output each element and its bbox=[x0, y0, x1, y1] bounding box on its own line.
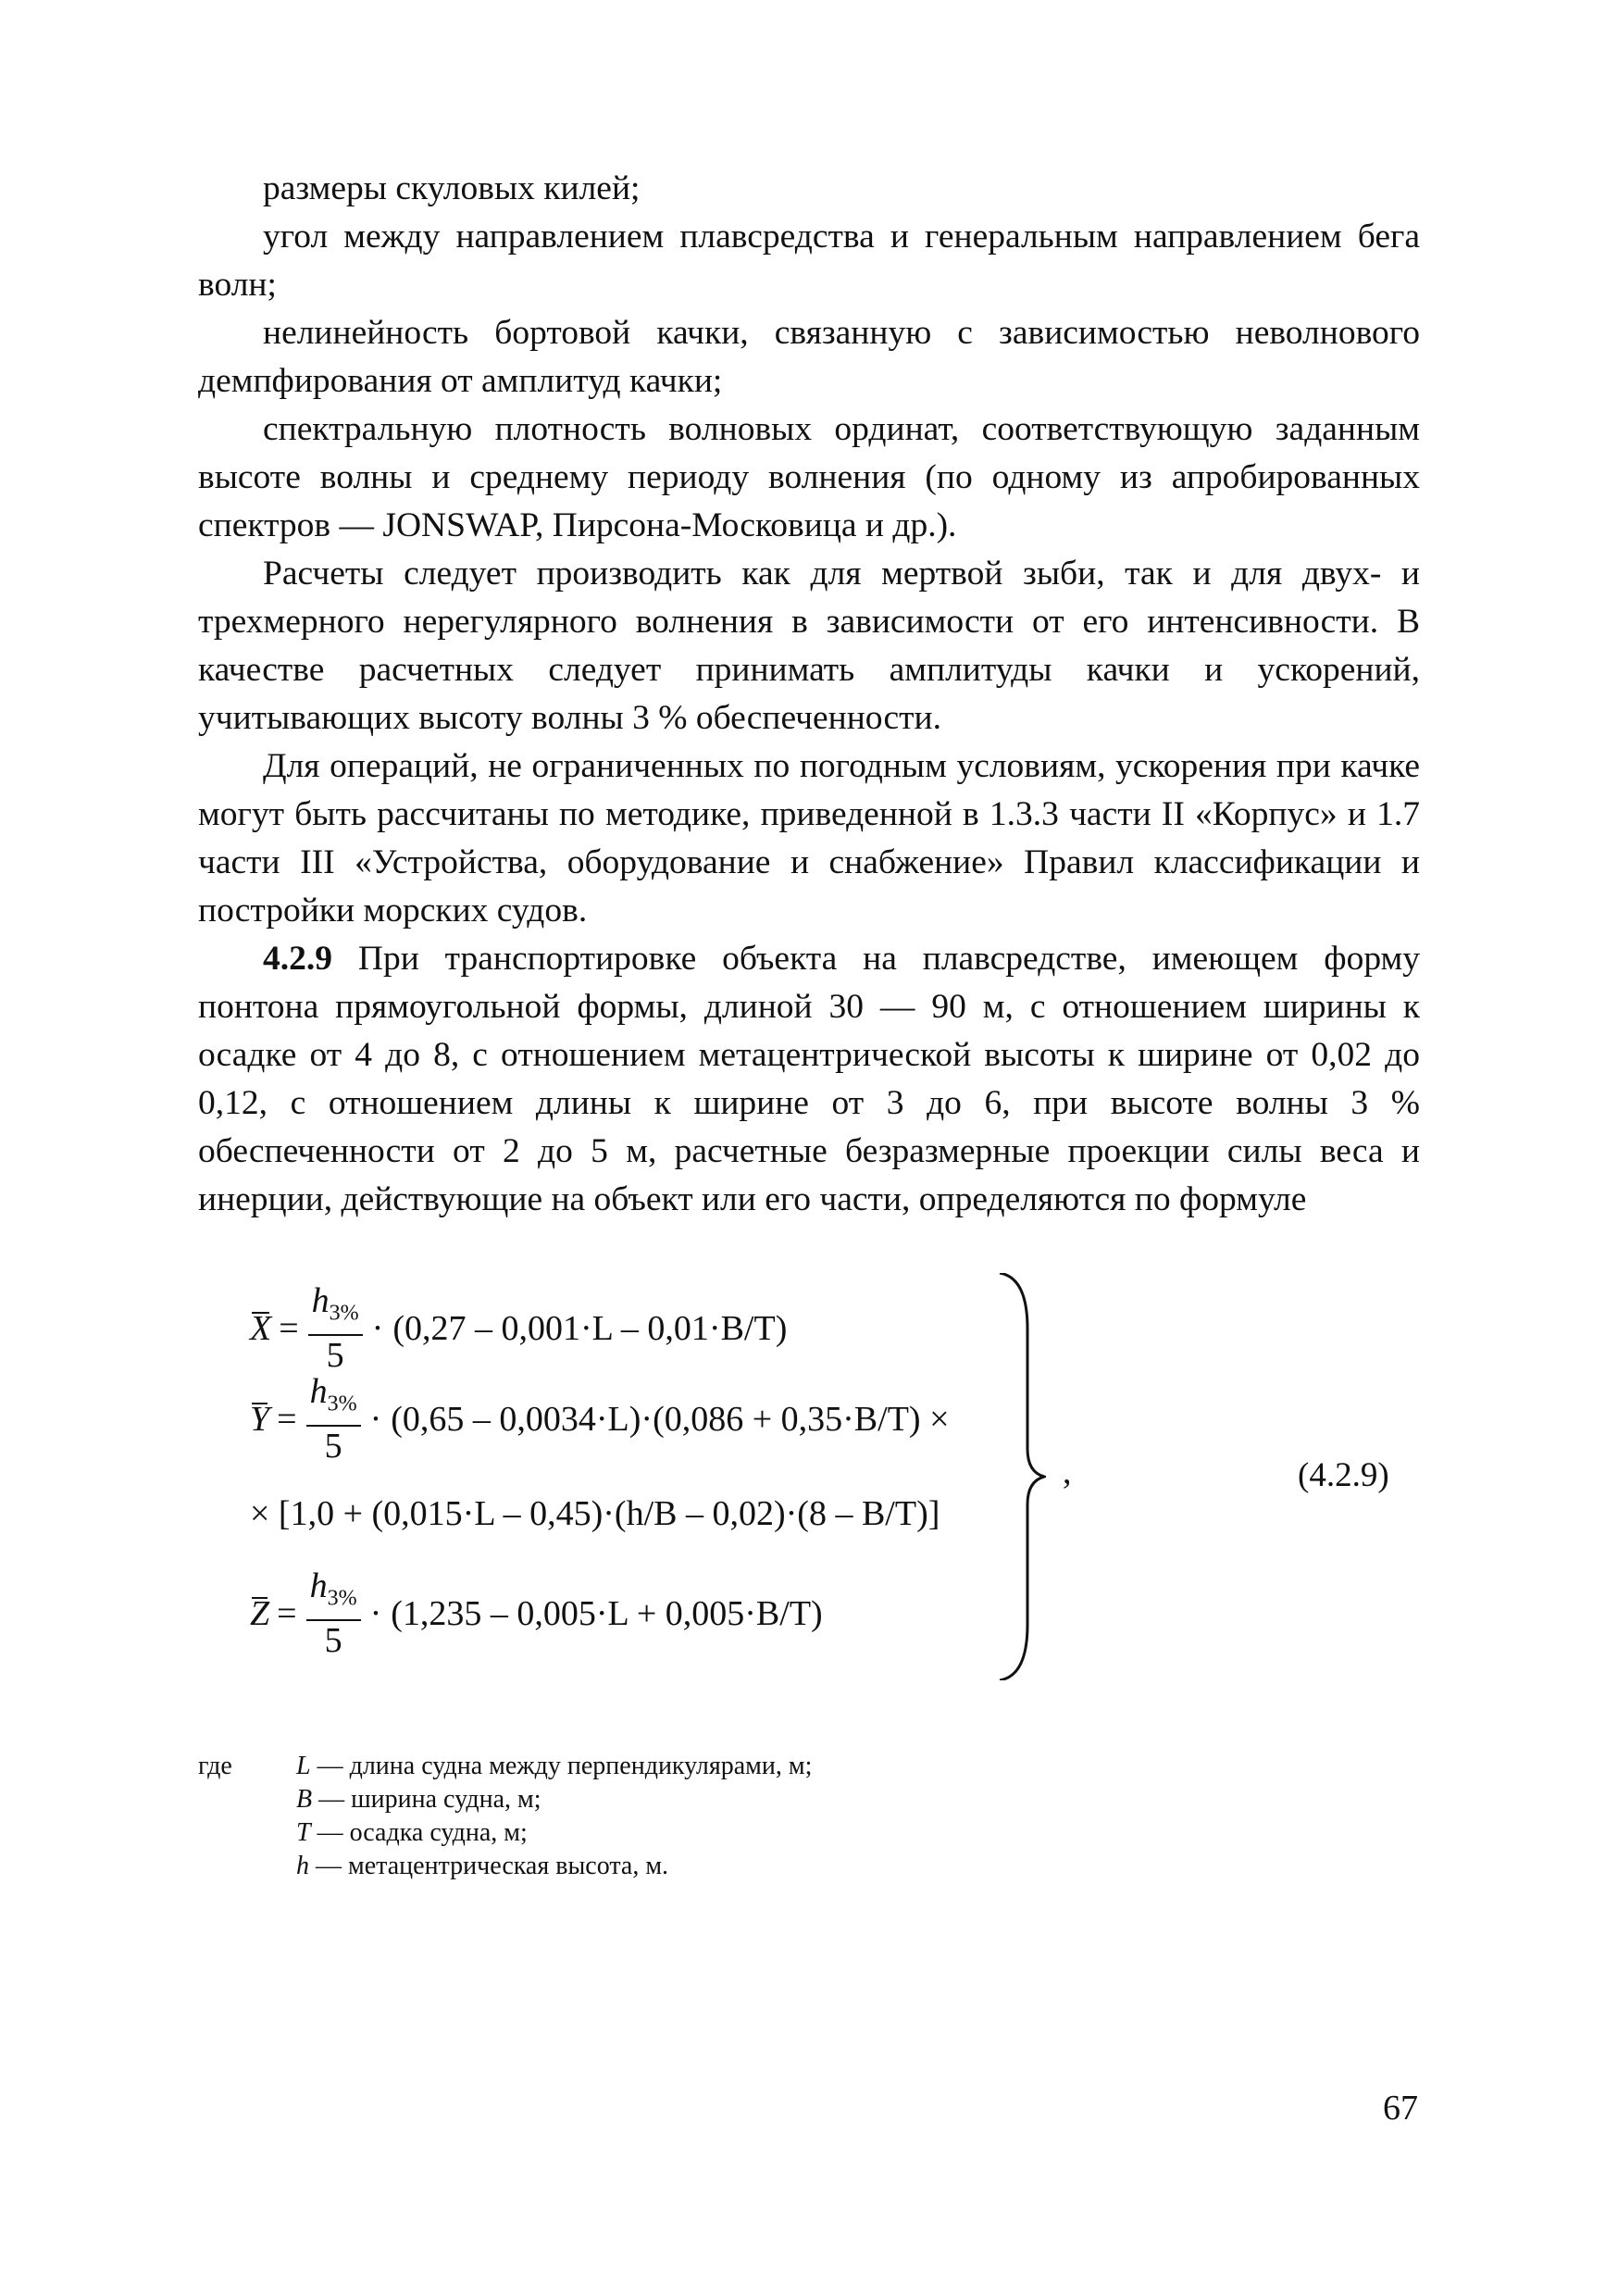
legend-item: B — ширина судна, м; bbox=[296, 1785, 541, 1814]
formula-y-continuation: × [1,0 + (0,015·L – 0,45)·(h/B – 0,02)·(8 – B/T)] bbox=[250, 1494, 940, 1533]
formula-block bbox=[250, 1273, 1083, 1680]
legend-item: h — метацентрическая высота, м. bbox=[296, 1852, 669, 1880]
body-text bbox=[198, 165, 1420, 1224]
dot-operator: · bbox=[369, 1593, 382, 1633]
dot-operator: · bbox=[369, 1399, 382, 1439]
legend-item: T — осадка судна, м; bbox=[296, 1818, 528, 1847]
fraction: $\frac{h_{3\%}}{5}$ bbox=[308, 1282, 363, 1375]
paragraph: Для операций, не ограниченных по погодным условиям, ускорения при качке могут быть рассчитаны по методике, приведенной в 1.3.3 части II «Корпус» и 1.7 части III «Устройства, оборудование и снабжение» Правил классификации и постройки морских судов. bbox=[198, 747, 1420, 930]
formula-line-y bbox=[250, 1373, 950, 1466]
formula-x-rhs: (0,27 – 0,001·L – 0,01·B/T) bbox=[392, 1308, 788, 1348]
page-number: 67 bbox=[1383, 2089, 1418, 2128]
formula-line-x bbox=[250, 1282, 787, 1375]
equals-sign: = bbox=[277, 1593, 297, 1633]
legend-item: L — длина судна между перпендикулярами, м; bbox=[296, 1752, 813, 1780]
formula-y-rhs: (0,65 – 0,0034·L)·(0,086 + 0,35·B/T) × bbox=[391, 1399, 950, 1439]
paragraph: нелинейность бортовой качки, связанную с зависимостью неволнового демпфирования от амплитуд качки; bbox=[198, 314, 1420, 400]
formula-z-rhs: (1,235 – 0,005·L + 0,005·B/T) bbox=[391, 1593, 823, 1633]
clause-number: 4.2.9 bbox=[263, 940, 332, 978]
paragraph: угол между направлением плавсредства и генеральным направлением бега волн; bbox=[198, 218, 1420, 304]
formula-comma: , bbox=[1063, 1453, 1072, 1491]
clause-text: При транспортировке объекта на плавсредстве, имеющем форму понтона прямоугольной формы, длиной 30 — 90 м, с отношением ширины к осадке от 4 до 8, с отношением метацентрической высоты к ширине от 0,02 до 0,12, с отношением длины к ширине от 3 до 6, при высоте волны 3 % обеспеченности от 2 до 5 м, расчетные безразмерные проекции силы веса и инерции, действующие на объект или его части, определяются по формуле bbox=[198, 940, 1420, 1218]
clause-paragraph bbox=[198, 935, 1420, 1224]
formula-line-z bbox=[250, 1567, 823, 1660]
formula-line-y-continued bbox=[250, 1493, 940, 1534]
formula-var-z: Z bbox=[250, 1593, 270, 1633]
paragraph: размеры скуловых килей; bbox=[263, 169, 641, 207]
legend-where: где bbox=[198, 1752, 232, 1780]
equation-number: (4.2.9) bbox=[1298, 1456, 1389, 1494]
paragraph: спектральную плотность волновых ординат, соответствующую заданным высоте волны и среднему периоду волнения (по одному из апробированных спектров — JONSWAP, Пирсона-Московица и др.). bbox=[198, 410, 1420, 544]
equals-sign: = bbox=[277, 1399, 297, 1439]
fraction: $\frac{h_{3\%}}{5}$ bbox=[306, 1373, 361, 1466]
fraction: $\frac{h_{3\%}}{5}$ bbox=[306, 1567, 361, 1660]
right-brace-icon bbox=[981, 1273, 1046, 1680]
formula-var-x: X bbox=[250, 1308, 272, 1348]
paragraph: Расчеты следует производить как для мертвой зыби, так и для двух- и трехмерного нерегулярного волнения в зависимости от его интенсивности. В качестве расчетных следует принимать амплитуды качки и ускорений, учитывающих высоту волны 3 % обеспеченности. bbox=[198, 555, 1420, 737]
dot-operator: · bbox=[371, 1308, 384, 1348]
equals-sign: = bbox=[279, 1308, 299, 1348]
formula-var-y: Y bbox=[250, 1399, 270, 1439]
